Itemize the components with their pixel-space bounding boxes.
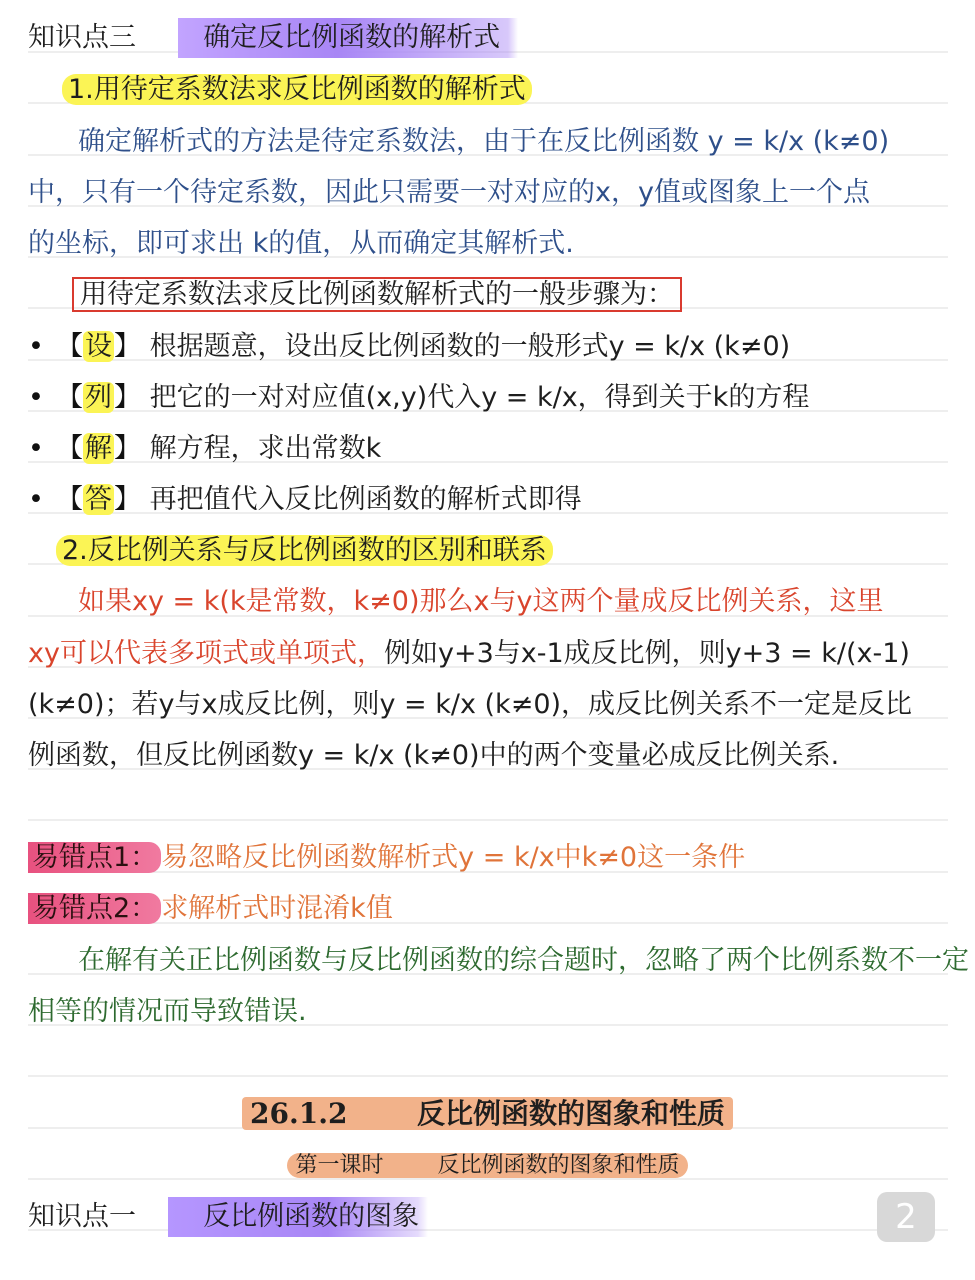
bullet-icon: •: [28, 484, 44, 515]
para2-line4: 例函数，但反比例函数y = k/x (k≠0)中的两个变量必成反比例关系.: [28, 740, 840, 771]
step-key: 列: [85, 382, 112, 413]
lesson-label: 第一课时: [295, 1153, 384, 1178]
subheading-2: 2.反比例关系与反比例函数的区别和联系: [56, 531, 975, 571]
knowledge-point-label: 知识点三: [28, 22, 136, 53]
step-text: 再把值代入反比例函数的解析式即得: [149, 484, 582, 515]
step-set: • 【设】 根据题意，设出反比例函数的一般形式y = k/x (k≠0): [28, 327, 953, 367]
section-title: [0, 1094, 975, 1134]
knowledge-point-label: 知识点一: [28, 1201, 136, 1232]
bullet-icon: •: [28, 433, 44, 464]
knowledge-point-title: 反比例函数的图象: [203, 1201, 420, 1232]
step-list: • 【列】 把它的一对对应值(x,y)代入y = k/x，得到关于k的方程: [28, 378, 953, 418]
error-point-1: [28, 838, 953, 878]
error-text-2: 求解析式时混淆k值: [161, 893, 393, 924]
lesson-title: [0, 1146, 975, 1186]
section-number: 26.1.2: [250, 1097, 348, 1130]
para3-line1: 在解有关正比例函数与反比例函数的综合题时，忽略了两个比例系数不一定: [78, 945, 969, 976]
para2-line1: 如果xy = k(k是常数，k≠0)那么x与y这两个量成反比例关系，这里: [78, 586, 884, 617]
steps-boxed-title: 用待定系数法求反比例函数解析式的一般步骤为：: [72, 275, 975, 315]
error-label-2: 易错点2：: [28, 893, 161, 924]
step-solve: • 【解】 解方程，求出常数k: [28, 429, 953, 469]
error-point-2: [28, 889, 953, 929]
para1-line1: 确定解析式的方法是待定系数法，由于在反比例函数 y = k/x (k≠0): [78, 126, 890, 157]
bullet-icon: •: [28, 382, 44, 413]
para2-line2: xy可以代表多项式或单项式，例如y+3与x-1成反比例，则y+3 = k/(x-1): [28, 638, 910, 669]
para3-line2: 相等的情况而导致错误.: [28, 996, 307, 1027]
step-text: 根据题意，设出反比例函数的一般形式y = k/x (k≠0): [149, 331, 791, 362]
error-label-1: 易错点1：: [28, 842, 161, 873]
knowledge-point-1-heading: [28, 1197, 953, 1237]
step-key: 答: [85, 484, 112, 515]
bullet-icon: •: [28, 331, 44, 362]
knowledge-point-3-heading: [28, 18, 953, 58]
section-name: 反比例函数的图象和性质: [416, 1097, 725, 1130]
knowledge-point-title: 确定反比例函数的解析式: [203, 22, 501, 53]
lesson-name: 反比例函数的图象和性质: [437, 1153, 680, 1178]
step-text: 解方程，求出常数k: [149, 433, 382, 464]
step-answer: • 【答】 再把值代入反比例函数的解析式即得: [28, 480, 953, 520]
para2-line3: (k≠0)；若y与x成反比例，则y = k/x (k≠0)，成反比例关系不一定是反比: [28, 689, 913, 720]
step-text: 把它的一对对应值(x,y)代入y = k/x，得到关于k的方程: [149, 382, 810, 413]
step-key: 解: [85, 433, 112, 464]
subheading-1: 1.用待定系数法求反比例函数的解析式: [62, 70, 975, 110]
para1-line3: 的坐标，即可求出 k的值，从而确定其解析式.: [28, 228, 574, 259]
error-text-1: 易忽略反比例函数解析式y = k/x中k≠0这一条件: [161, 842, 746, 873]
page-number-badge: 2: [877, 1192, 935, 1242]
step-key: 设: [85, 331, 112, 362]
para1-line2: 中，只有一个待定系数，因此只需要一对对应的x，y值或图象上一个点: [28, 177, 870, 208]
